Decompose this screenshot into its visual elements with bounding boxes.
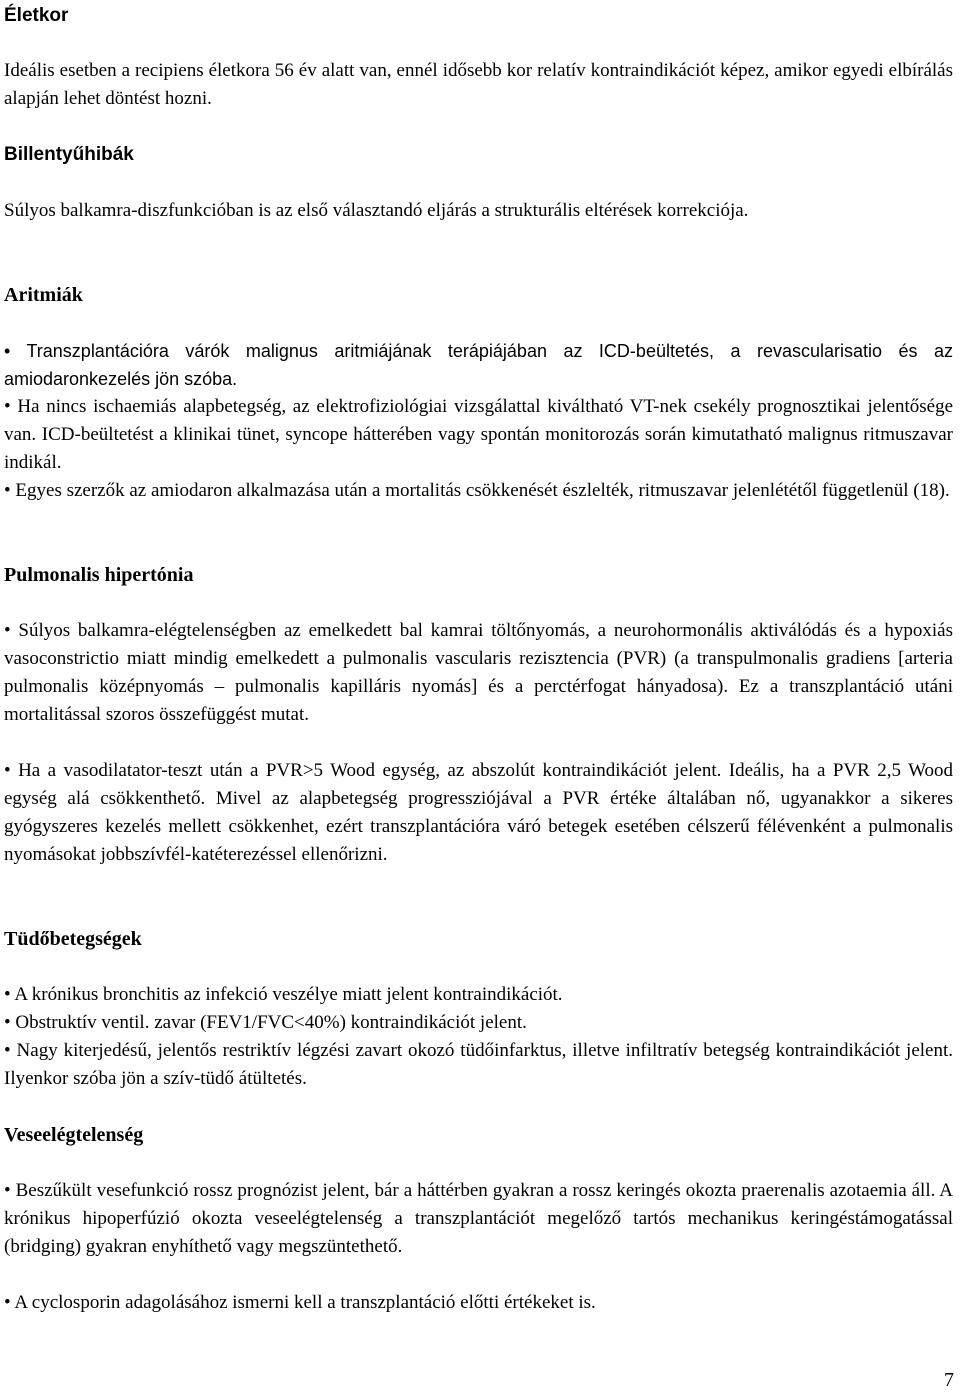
heading-pulmonalis: Pulmonalis hipertónia (4, 564, 194, 586)
paragraph-aritmiak-2: • Ha nincs ischaemiás alapbetegség, az elektrofiziológiai vizsgálattal kiváltható VT-nek csekély prognosztikai jelentősége van. ICD-beültetést a klinikai tünet, syncope hátterében vagy spontán monitorozás során kimutatható malignus ritmuszavar indikál. (4, 396, 953, 473)
paragraph-tudo-2: • Obstruktív ventil. zavar (FEV1/FVC<40%) kontraindikációt jelent. (4, 1012, 527, 1033)
paragraph-pulmonalis-1: • Súlyos balkamra-elégtelenségben az emelkedett bal kamrai töltőnyomás, a neurohormonális aktiválódás és a hypoxiás vasoconstrictio miatt mindig emelkedett a pulmonalis vascularis rezisztencia (PVR) (a transpulmonalis gradiens [arteria pulmonalis középnyomás – pulmonalis kapilláris nyomás] és a perctérfogat hányadosa). Ez a transzplantáció utáni mortalitással szoros összefüggést mutat. (4, 620, 953, 725)
heading-tudobetegsegek: Tüdőbetegségek (4, 928, 142, 950)
paragraph-aritmiak-1: • Transzplantációra várók malignus aritmiájának terápiájában az ICD-beültetés, a revascularisatio és az amiodaronkezelés jön szóba. (4, 341, 953, 389)
paragraph-billentyuhibak: Súlyos balkamra-diszfunkcióban is az első választandó eljárás a strukturális eltérések korrekciója. (4, 200, 749, 221)
heading-aritmiak: Aritmiák (4, 284, 83, 306)
paragraph-pulmonalis-2: • Ha a vasodilatator-teszt után a PVR>5 Wood egység, az abszolút kontraindikációt jelent. Ideális, ha a PVR 2,5 Wood egység alá csökkenthető. Mivel az alapbetegség progressziójával a PVR értéke általában nő, ugyanakkor a sikeres gyógyszeres kezelés mellett csökkenhet, ezért transzplantációra váró betegek esetében célszerű félévenként a pulmonalis nyomásokat jobbszívfél-katéterezéssel ellenőrizni. (4, 760, 953, 865)
paragraph-aritmiak-3: • Egyes szerzők az amiodaron alkalmazása után a mortalitás csökkenését észlelték, ritmuszavar jelenlététől függetlenül (18). (4, 480, 950, 501)
paragraph-tudo-1: • A krónikus bronchitis az infekció veszélye miatt jelent kontraindikációt. (4, 984, 563, 1005)
paragraph-eletkor: Ideális esetben a recipiens életkora 56 év alatt van, ennél idősebb kor relatív kontraindikációt képez, amikor egyedi elbírálás alapján lehet döntést hozni. (4, 60, 953, 109)
paragraph-tudo-3: • Nagy kiterjedésű, jelentős restriktív légzési zavart okozó tüdőinfarktus, illetve infiltratív betegség kontraindikációt jelent. Ilyenkor szóba jön a szív-tüdő átültetés. (4, 1040, 953, 1089)
paragraph-vese-2: • A cyclosporin adagolásához ismerni kell a transzplantáció előtti értékeket is. (4, 1292, 596, 1313)
heading-veseelegtelenseg: Veseelégtelenség (4, 1124, 144, 1146)
heading-billentyuhibak: Billentyűhibák (4, 144, 134, 165)
page-number: 7 (944, 1369, 954, 1391)
heading-eletkor: Életkor (4, 5, 69, 26)
paragraph-vese-1: • Beszűkült vesefunkció rossz prognózist jelent, bár a háttérben gyakran a rossz keringés okozta praerenalis azotaemia áll. A krónikus hipoperfúzió okozta veseelégtelenség a transzplantációt megelőző tartós mechanikus keringéstámogatással (bridging) gyakran enyhíthető vagy megszüntethető. (4, 1180, 953, 1257)
